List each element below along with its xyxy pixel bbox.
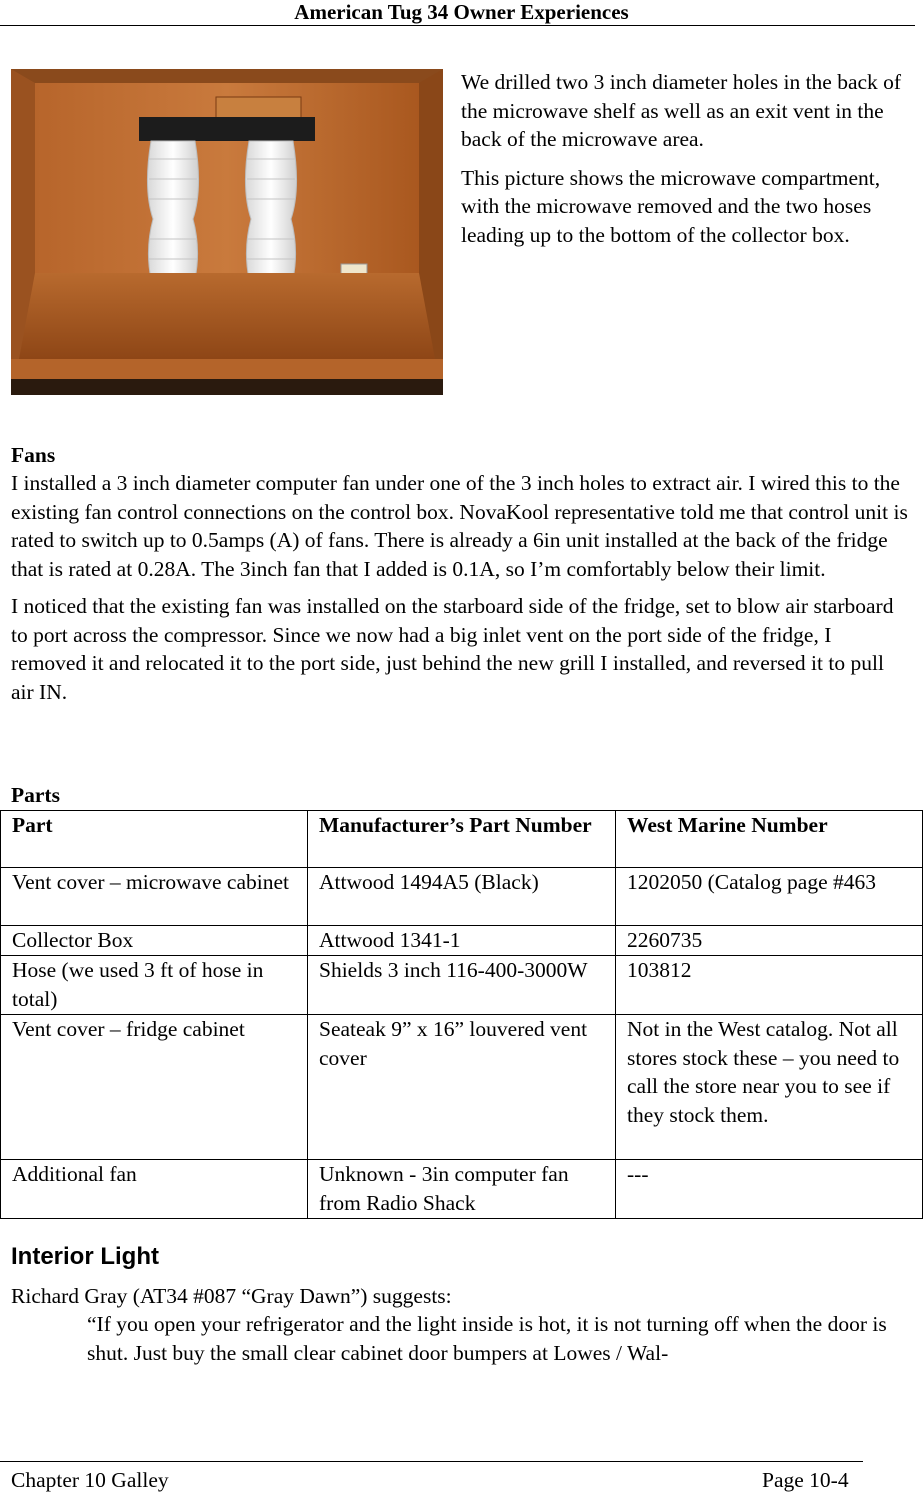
table-cell: --- <box>616 1160 923 1219</box>
fans-heading: Fans <box>11 443 56 467</box>
footer-page-number: Page 10-4 <box>762 1468 849 1492</box>
table-cell: Additional fan <box>1 1160 308 1219</box>
column-header-manufacturer-number: Manufacturer’s Part Number <box>308 811 616 868</box>
column-header-west-marine-number: West Marine Number <box>616 811 923 868</box>
interior-light-quote: “If you open your refrigerator and the light inside is hot, it is not turning off when the door is shut. Just buy the small clear cabinet door bumpers at Lowes / Wal- <box>87 1312 887 1365</box>
interior-light-heading: Interior Light <box>11 1243 159 1270</box>
photo-illustration <box>11 69 443 395</box>
table-row <box>1 868 923 926</box>
microwave-compartment-photo <box>11 69 443 395</box>
interior-light-attribution: Richard Gray (AT34 #087 “Gray Dawn”) suggests: <box>11 1284 452 1308</box>
table-row <box>1 1015 923 1160</box>
footer-chapter: Chapter 10 Galley <box>11 1468 169 1492</box>
table-cell: Attwood 1341-1 <box>308 926 616 956</box>
table-header-row <box>1 811 923 868</box>
header-divider <box>0 25 915 26</box>
table-cell: 103812 <box>616 956 923 1015</box>
column-header-part: Part <box>1 811 308 868</box>
fans-section <box>11 469 911 715</box>
table-cell: Not in the West catalog. Not all stores stock these – you need to call the store near you to see if they stock them. <box>616 1015 923 1160</box>
table-cell: Seateak 9” x 16” louvered vent cover <box>308 1015 616 1160</box>
table-cell: Shields 3 inch 116-400-3000W <box>308 956 616 1015</box>
table-cell: Hose (we used 3 ft of hose in total) <box>1 956 308 1015</box>
table-cell: Collector Box <box>1 926 308 956</box>
intro-paragraph-2: This picture shows the microwave compartment, with the microwave removed and the two hoses leading up to the bottom of the collector box. <box>461 165 881 247</box>
table-cell: Unknown - 3in computer fan from Radio Shack <box>308 1160 616 1219</box>
intro-paragraph-1: We drilled two 3 inch diameter holes in the back of the microwave shelf as well as an exit vent in the back of the microwave area. <box>461 70 902 151</box>
footer-divider <box>0 1461 863 1462</box>
fans-paragraph-2: I noticed that the existing fan was installed on the starboard side of the fridge, set to blow air starboard to port across the compressor. Since we now had a big inlet vent on the port side of the fridge, I removed it and relocated it to the port side, just behind the new grill I installed, and reversed it to pull air IN. <box>11 594 894 704</box>
table-cell: 1202050 (Catalog page #463 <box>616 868 923 926</box>
fans-paragraph-1: I installed a 3 inch diameter computer fan under one of the 3 inch holes to extract air. I wired this to the existing fan control connections on the control box. NovaKool representative told me that control unit is rated to switch up to 0.5amps (A) of fans. There is already a 6in unit installed at the back of the fridge that is rated at 0.28A. The 3inch fan that I added is 0.1A, so I’m comfortably below their limit. <box>11 471 908 581</box>
table-cell: 2260735 <box>616 926 923 956</box>
parts-heading: Parts <box>11 783 60 807</box>
page-header-title: American Tug 34 Owner Experiences <box>294 0 629 24</box>
table-row <box>1 1160 923 1219</box>
table-cell: Vent cover – fridge cabinet <box>1 1015 308 1160</box>
table-row <box>1 956 923 1015</box>
table-row <box>1 926 923 956</box>
intro-text <box>461 68 911 259</box>
parts-table <box>0 810 923 1219</box>
table-cell: Attwood 1494A5 (Black) <box>308 868 616 926</box>
table-cell: Vent cover – microwave cabinet <box>1 868 308 926</box>
